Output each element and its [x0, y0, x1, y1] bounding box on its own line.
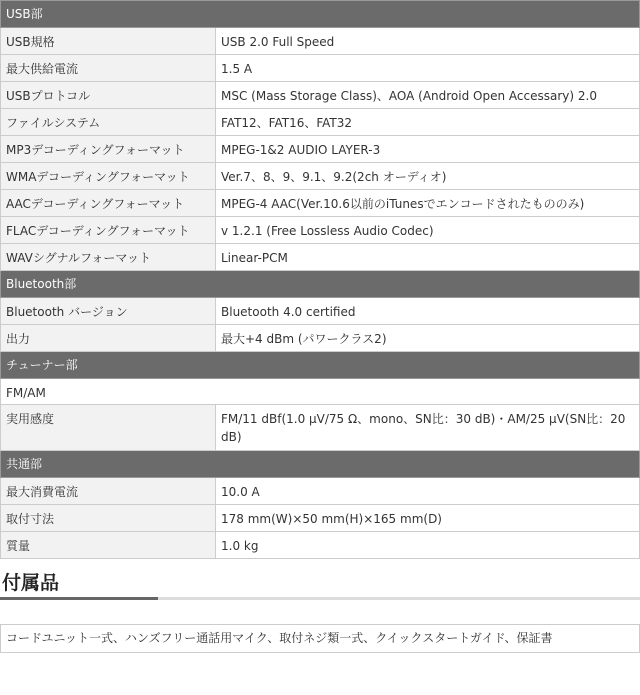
table-row	[1, 109, 640, 136]
spec-label: MP3デコーディングフォーマット	[1, 136, 216, 163]
table-row	[1, 505, 640, 532]
spec-value: Linear-PCM	[216, 244, 640, 271]
spec-label: FLACデコーディングフォーマット	[1, 217, 216, 244]
spec-value: USB 2.0 Full Speed	[216, 28, 640, 55]
section-title: チューナー部	[1, 352, 640, 379]
heading-underline	[0, 597, 640, 600]
table-row	[1, 136, 640, 163]
heading-underline-accent	[0, 597, 158, 600]
table-row	[1, 82, 640, 109]
spec-label: Bluetooth バージョン	[1, 298, 216, 325]
table-row	[1, 478, 640, 505]
section-header-bluetooth	[1, 271, 640, 298]
table-row	[1, 217, 640, 244]
spec-label: 出力	[1, 325, 216, 352]
table-row	[1, 190, 640, 217]
spec-value: Bluetooth 4.0 certified	[216, 298, 640, 325]
table-row	[1, 379, 640, 405]
table-row	[1, 163, 640, 190]
spec-value: v 1.2.1 (Free Lossless Audio Codec)	[216, 217, 640, 244]
spec-value: 10.0 A	[216, 478, 640, 505]
table-row	[1, 298, 640, 325]
table-row	[1, 405, 640, 451]
section-header-common	[1, 451, 640, 478]
section-title: USB部	[1, 1, 640, 28]
spec-label: WMAデコーディングフォーマット	[1, 163, 216, 190]
spec-value: FM/11 dBf(1.0 μV/75 Ω、mono、SN比：30 dB)・AM/25 μV(SN比：20 dB)	[216, 405, 640, 451]
spec-value: MPEG-1&2 AUDIO LAYER-3	[216, 136, 640, 163]
spec-label: ファイルシステム	[1, 109, 216, 136]
section-header-usb	[1, 1, 640, 28]
spec-value: 最大+4 dBm (パワークラス2)	[216, 325, 640, 352]
table-row	[1, 325, 640, 352]
spec-label: 最大消費電流	[1, 478, 216, 505]
spec-full-row: FM/AM	[1, 379, 640, 405]
table-row	[1, 55, 640, 82]
spec-value: 1.5 A	[216, 55, 640, 82]
section-header-tuner	[1, 352, 640, 379]
section-title: Bluetooth部	[1, 271, 640, 298]
spec-value: MPEG-4 AAC(Ver.10.6以前のiTunesでエンコードされたもののみ)	[216, 190, 640, 217]
spec-label: 質量	[1, 532, 216, 559]
spec-label: USB規格	[1, 28, 216, 55]
spec-label: WAVシグナルフォーマット	[1, 244, 216, 271]
spec-label: 実用感度	[1, 405, 216, 451]
spec-value: FAT12、FAT16、FAT32	[216, 109, 640, 136]
table-row	[1, 28, 640, 55]
spec-label: AACデコーディングフォーマット	[1, 190, 216, 217]
accessories-list: コードユニット一式、ハンズフリー通話用マイク、取付ネジ類一式、クイックスタートガイド、保証書	[0, 624, 640, 653]
spec-value: 178 mm(W)×50 mm(H)×165 mm(D)	[216, 505, 640, 532]
spec-label: USBプロトコル	[1, 82, 216, 109]
table-row	[1, 532, 640, 559]
section-title: 共通部	[1, 451, 640, 478]
table-row	[1, 244, 640, 271]
spec-label: 最大供給電流	[1, 55, 216, 82]
spec-value: 1.0 kg	[216, 532, 640, 559]
spec-label: 取付寸法	[1, 505, 216, 532]
spec-value: Ver.7、8、9、9.1、9.2(2ch オーディオ)	[216, 163, 640, 190]
spec-value: MSC (Mass Storage Class)、AOA (Android Open Accessary) 2.0	[216, 82, 640, 109]
accessories-heading: 付属品	[2, 572, 60, 594]
